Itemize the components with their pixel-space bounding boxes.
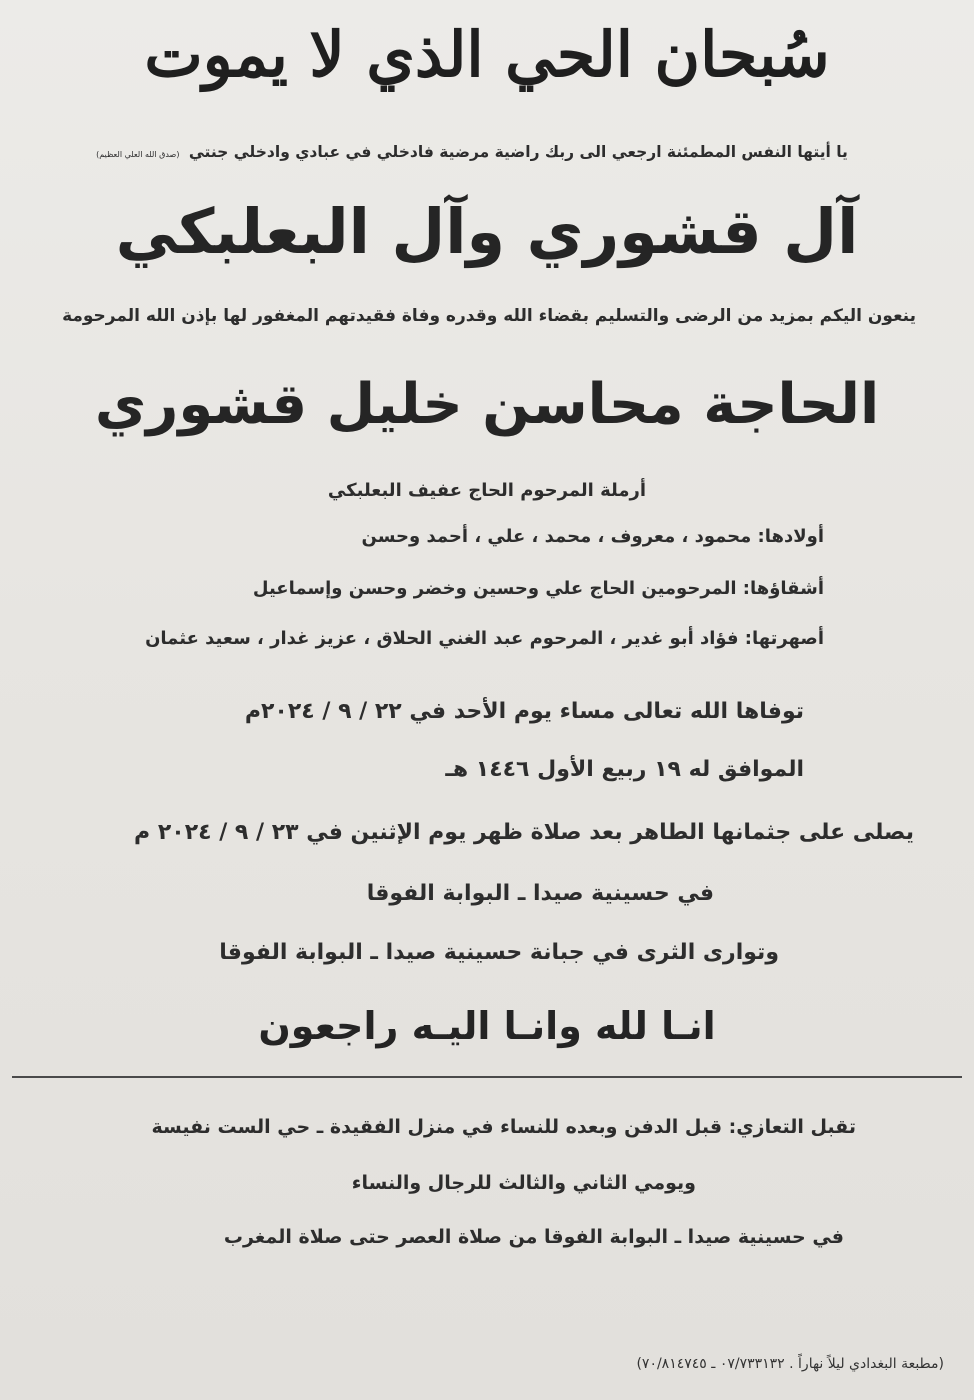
hijri-date-line: الموافق له ١٩ ربيع الأول ١٤٤٦ هـ (445, 757, 804, 782)
section-divider (12, 1076, 962, 1078)
announcement-text: ينعون اليكم بمزيد من الرضى والتسليم بقضاء الله وقدره وفاة فقيدتهم المغفور لها بإذن الله المرحومة (62, 306, 916, 326)
condolences-line-1: تقبل التعازي: قبل الدفن وبعده للنساء في منزل الفقيدة ـ حي الست نفيسة (151, 1116, 856, 1138)
prayer-location-line: في حسينية صيدا ـ البوابة الفوقا (366, 881, 714, 906)
families-heading: آل قشوري وآل البعلبكي (115, 195, 859, 268)
children-line: أولادها: محمود ، معروف ، محمد ، علي ، أحمد وحسن (361, 526, 824, 547)
printer-credit: (مطبعة البغدادي ليلاً نهاراً . ٠٧/٧٣٣١٣٢ ـ ٧٠/٨١٤٧٤٥) (636, 1356, 944, 1372)
inna-lillah-line: انـا لله وانـا اليـه راجعون (258, 1004, 716, 1048)
verse-attribution: (صدق الله العلي العظيم) (96, 150, 180, 159)
widow-of-line: أرملة المرحوم الحاج عفيف البعلبكي (327, 480, 647, 501)
prayer-line: يصلى على جثمانها الطاهر بعد صلاة ظهر يوم الإثنين في ٢٣ / ٩ / ٢٠٢٤ م (134, 820, 914, 845)
condolences-line-2: ويومي الثاني والثالث للرجال والنساء (351, 1172, 696, 1194)
quran-verse (0, 143, 974, 161)
death-date-line: توفاها الله تعالى مساء يوم الأحد في ٢٢ / ٩ / ٢٠٢٤م (244, 699, 804, 724)
header-calligraphy: سُبحان الحي الذي لا يموت (144, 18, 830, 91)
verse-text: يا أيتها النفس المطمئنة ارجعي الى ربك راضية مرضية فادخلي في عبادي وادخلي جنتي (188, 143, 848, 161)
in-laws-line: أصهرتها: فؤاد أبو غدير ، المرحوم عبد الغني الحلاق ، عزيز غدار ، سعيد عثمان (145, 628, 824, 649)
condolences-line-3: في حسينية صيدا ـ البوابة الفوقا من صلاة العصر حتى صلاة المغرب (223, 1226, 844, 1248)
deceased-name: الحاجة محاسن خليل قشوري (94, 372, 880, 437)
burial-line: وتوارى الثرى في جبانة حسينية صيدا ـ البوابة الفوقا (219, 940, 779, 965)
siblings-line: أشقاؤها: المرحومين الحاج علي وحسين وخضر وحسن وإسماعيل (252, 578, 824, 599)
